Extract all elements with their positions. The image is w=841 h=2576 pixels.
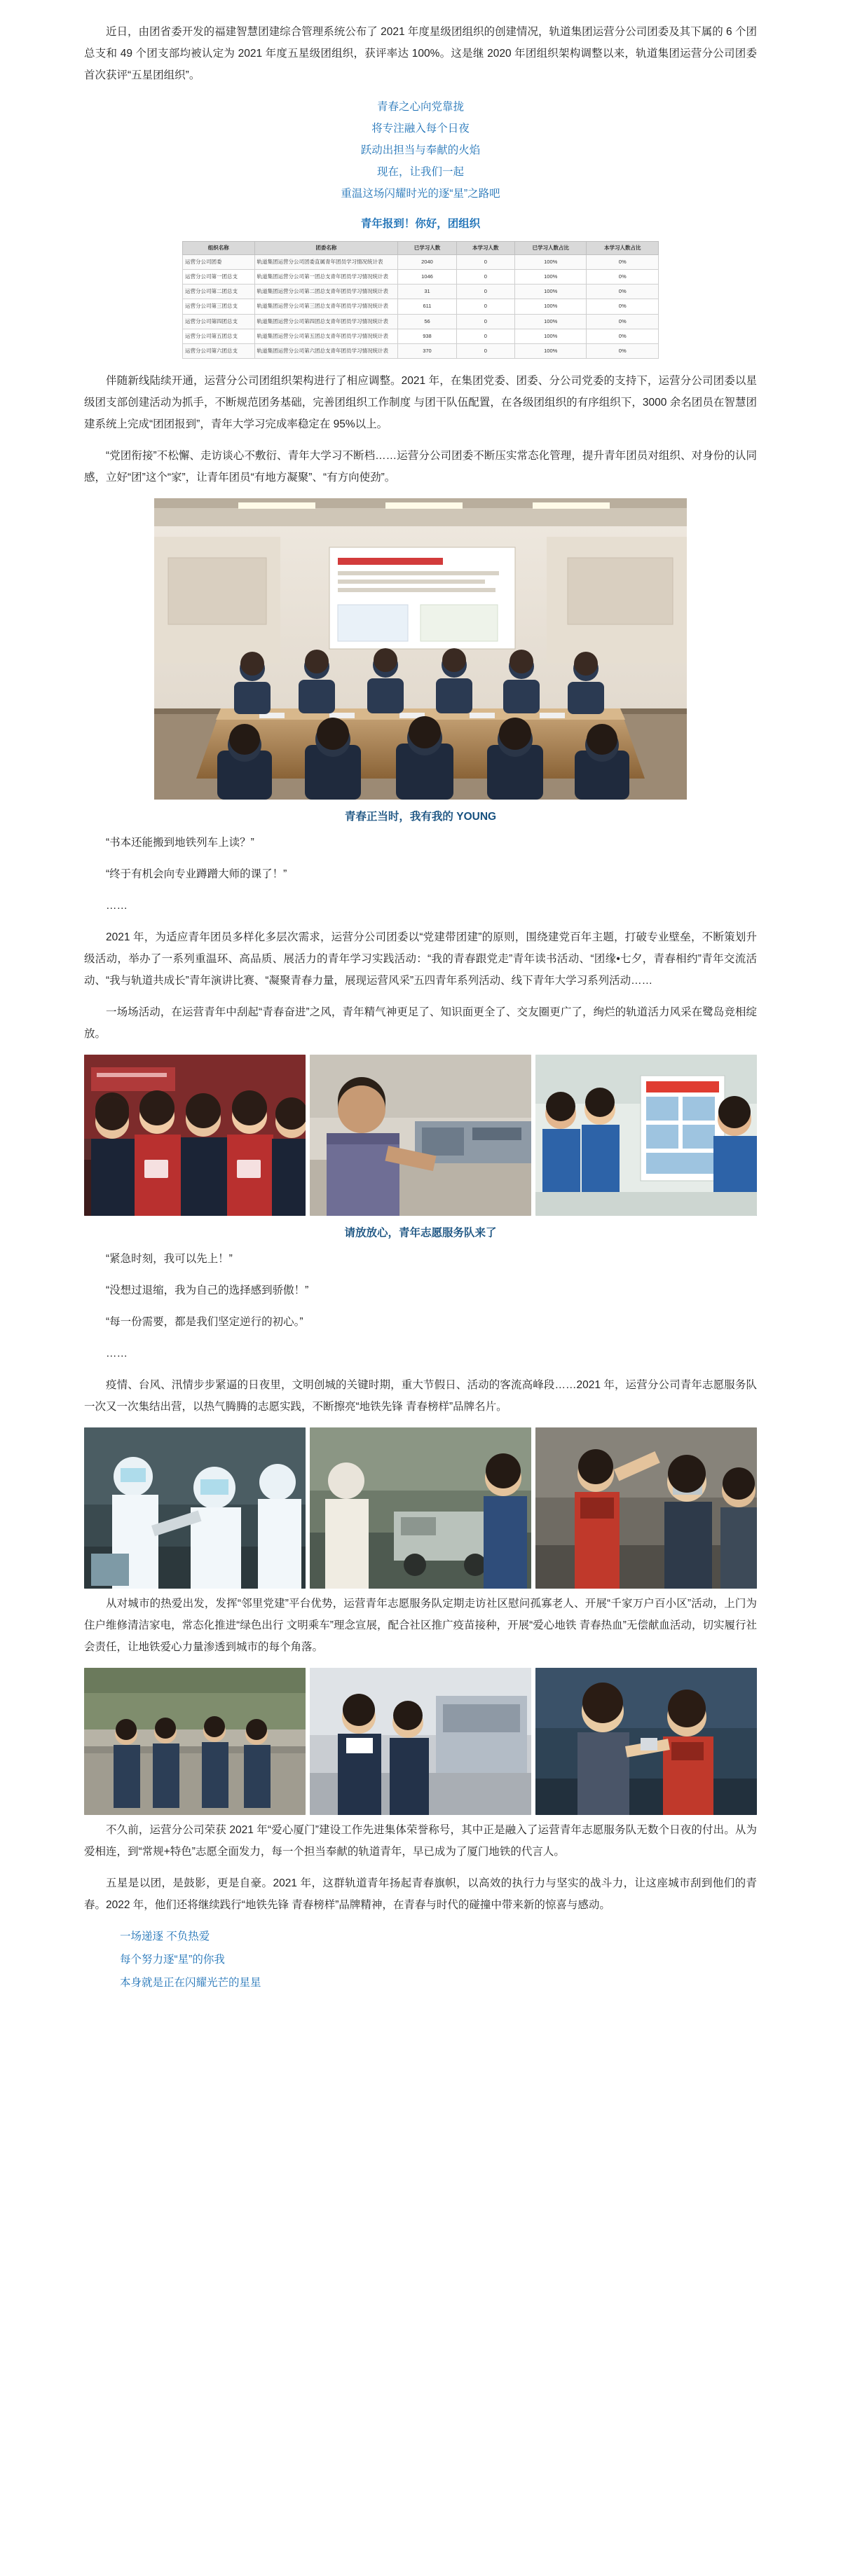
poem-line-2: 将专注融入每个日夜 — [371, 123, 470, 135]
table-cell: 轨道集团运营分公司第五团总支青年团员学习情况统计表 — [254, 329, 398, 343]
photo-disinfection — [84, 1427, 306, 1589]
table-cell: 0% — [587, 255, 659, 270]
table-cell: 938 — [398, 329, 456, 343]
table-cell: 0 — [456, 285, 514, 299]
table-cell: 轨道集团运营分公司第三团总支青年团员学习情况统计表 — [254, 299, 398, 314]
table-row — [183, 299, 659, 314]
table-row — [183, 270, 659, 285]
quote-initial-heart: “每一份需要，都是我们坚定逆行的初心。” — [106, 1315, 303, 1328]
table-cell: 轨道集团运营分公司团委直属青年团员学习情况统计表 — [254, 255, 398, 270]
table-header-row — [183, 241, 659, 254]
photo-station-staff — [310, 1668, 531, 1815]
table-header-cell: 组织名称 — [183, 241, 255, 254]
table-cell: 轨道集团运营分公司第六团总支青年团员学习情况统计表 — [254, 343, 398, 358]
table-cell: 轨道集团运营分公司第一团总支青年团员学习情况统计表 — [254, 270, 398, 285]
caption-volunteer-team: 请放放心，青年志愿服务队来了 — [344, 1226, 497, 1239]
table-header-cell: 已学习人数占比 — [514, 241, 587, 254]
table-cell: 56 — [398, 314, 456, 329]
table-cell: 100% — [514, 285, 587, 299]
quote-course: “终于有机会向专业蹲蹭大师的课了！” — [106, 868, 287, 880]
table-cell: 100% — [514, 255, 587, 270]
table-title: 青年报到！你好，团组织 — [360, 218, 481, 230]
photo-guiding-citizens — [535, 1427, 757, 1589]
table-cell: 2040 — [398, 255, 456, 270]
table-cell: 运营分公司第四团总支 — [183, 314, 255, 329]
paragraph-activities: 2021 年，为适应青年团员多样化多层次需求，运营分公司团委以“党建带团建”的原则，围绕建党百年主题，打破专业壁垒，不断策划升级活动，举办了一系列重温环、高品质、展活力的青年学习实践活动：“我的青春跟党走”青年读书活动、“团缘•七夕，青春相约”青年交流活动、“我与轨道共成长”青年演讲比赛、“凝聚青春力量，展现运营风采”五四青年系列活动、线下青年大学习系列活动…… — [84, 931, 757, 987]
table-cell: 轨道集团运营分公司第四团总支青年团员学习情况统计表 — [254, 314, 398, 329]
table-cell: 0 — [456, 270, 514, 285]
disinfection-illustration — [84, 1427, 306, 1589]
paragraph-community-service: 从对城市的热爱出发，发挥“邻里党建”平台优势，运营青年志愿服务队定期走访社区慰问孤寡老人、开展“千家万户百小区”活动，上门为住户维修清洁家电，常态化推进“绿色出行 文明乘车”理念宣展，配合社区推广疫苗接种，开展“爱心地铁 青春热血”无偿献血活动，切实履行社会责任，让地铁爱心力量渗透到城市的每个角落。 — [84, 1597, 757, 1653]
closing-line-1: 一场递逐 不负热爱 — [120, 1930, 210, 1943]
article-content — [84, 0, 757, 2023]
meeting-room-illustration — [154, 498, 687, 800]
table-cell: 运营分公司团委 — [183, 255, 255, 270]
table-cell: 0% — [587, 299, 659, 314]
table-cell: 0% — [587, 343, 659, 358]
table-cell: 100% — [514, 329, 587, 343]
table-cell: 运营分公司第六团总支 — [183, 343, 255, 358]
paragraph-five-star: 五星是以团，是鼓影，更是自豪。2021 年，这群轨道青年扬起青春旗帜，以高效的执行力与坚实的战斗力，让这座城市刮到他们的青春。2022 年，他们还将继续践行“地铁先锋 青春榜样”品牌精神，在青春与时代的碰撞中带来新的惊喜与感动。 — [84, 1877, 757, 1911]
table-cell: 0 — [456, 329, 514, 343]
table-row — [183, 343, 659, 358]
poem-line-3: 跃动出担当与奉献的火焰 — [360, 144, 481, 156]
quote-proud: “没想过退缩，我为自己的选择感到骄傲！” — [106, 1284, 309, 1296]
paragraph-org-adjust: 伴随新线陆续开通，运营分公司团组织架构进行了相应调整。2021 年，在集团党委、团委、分公司党委的支持下，运营分公司团委以星级团支部创建活动为抓手，不断规范团务基础，完善团组织工作制度 与团干队伍配置，在各级团组织的有序组织下，3000 余名团员在智慧团建系统上完成“团团报到”，青年大学习完成率稳定在 95%以上。 — [84, 374, 757, 430]
measuring-illustration — [535, 1668, 757, 1815]
table-cell: 0% — [587, 314, 659, 329]
paragraph-honor: 不久前，运营分公司荣获 2021 年“爱心厦门”建设工作先进集体荣誉称号，其中正是融入了运营青年志愿服务队无数个日夜的付出。从为爱相连，到“常规+特色”志愿全面发力，每一个担当奉献的轨道青年，早已成为了厦门地铁的代言人。 — [84, 1823, 757, 1858]
closing-line-2: 每个努力逐“星”的你我 — [120, 1953, 225, 1966]
table-cell: 运营分公司第二团总支 — [183, 285, 255, 299]
station-staff-illustration — [310, 1668, 531, 1815]
quote-book: “书本还能搬到地铁列车上读？” — [106, 836, 254, 849]
photo-team-poster — [535, 1055, 757, 1216]
table-cell: 31 — [398, 285, 456, 299]
table-cell: 0% — [587, 270, 659, 285]
closing-line-3: 本身就是正在闪耀光芒的星星 — [120, 1976, 261, 1989]
photo-row-community — [84, 1668, 757, 1815]
paragraph-intro: 近日，由团省委开发的福建智慧团建综合管理系统公布了 2021 年度星级团组织的创建情况，轨道集团运营分公司团委及其下属的 6 个团总支和 49 个团支部均被认定为 2021 年度五星级团组织，获评率达 100%。这是继 2020 年团组织架构调整以来，轨道集团运营分公司团委首次获评“五星团组织”。 — [84, 26, 757, 81]
table-cell: 运营分公司第五团总支 — [183, 329, 255, 343]
table-cell: 0 — [456, 299, 514, 314]
paragraph-volunteer-service: 疫情、台风、汛情步步紧逼的日夜里，文明创城的关键时期，重大节假日、活动的客流高峰段……2021 年，运营分公司青年志愿服务队一次又一次集结出营，以热气腾腾的志愿实践，不断擦亮“地铁先锋 青春榜样”品牌名片。 — [84, 1378, 757, 1413]
poster-team-illustration — [535, 1055, 757, 1216]
table-cell: 轨道集团运营分公司第二团总支青年团员学习情况统计表 — [254, 285, 398, 299]
table-header-cell: 本学习人数 — [456, 241, 514, 254]
table-cell: 1046 — [398, 270, 456, 285]
ellipsis-2: …… — [106, 1347, 128, 1359]
photo-group-uniform — [84, 1055, 306, 1216]
photo-row-volunteers — [84, 1055, 757, 1216]
table-row — [183, 255, 659, 270]
table-header-cell: 已学习人数 — [398, 241, 456, 254]
group-photo-illustration — [84, 1055, 306, 1216]
poem-line-5: 重温这场闪耀时光的逐“星”之路吧 — [341, 188, 500, 200]
photo-row-epidemic — [84, 1427, 757, 1589]
poem-line-1: 青春之心向党靠拢 — [376, 101, 464, 113]
poem-block — [84, 96, 757, 205]
quote-emergency: “紧急时刻，我可以先上！” — [106, 1252, 233, 1265]
table-cell: 100% — [514, 270, 587, 285]
table-cell: 0 — [456, 343, 514, 358]
ellipsis-1: …… — [106, 899, 128, 912]
supplies-illustration — [310, 1427, 531, 1589]
table-row — [183, 285, 659, 299]
table-header-cell: 团委名称 — [254, 241, 398, 254]
table-cell: 运营分公司第三团总支 — [183, 299, 255, 314]
guiding-illustration — [535, 1427, 757, 1589]
table-cell: 0% — [587, 285, 659, 299]
poem-line-4: 现在，让我们一起 — [376, 166, 464, 178]
engineer-illustration — [310, 1055, 531, 1216]
table-row — [183, 329, 659, 343]
table-wrapper — [84, 241, 757, 359]
paragraph-party-link: “党团衔接”不松懈、走访谈心不敷衍、青年大学习不断档……运营分公司团委不断压实常态化管理，提升青年团员对组织、对身份的认同感，立好“团”这个“家”，让青年团员“有地方凝聚”、“有方向使劲”。 — [84, 449, 757, 484]
table-row — [183, 314, 659, 329]
caption-youth: 青春正当时，我有我的 YOUNG — [344, 810, 497, 823]
table-cell: 100% — [514, 314, 587, 329]
study-statistics-table — [182, 241, 659, 359]
table-cell: 0 — [456, 314, 514, 329]
table-header-cell: 本学习人数占比 — [587, 241, 659, 254]
table-cell: 611 — [398, 299, 456, 314]
paragraph-spirit: 一场场活动，在运营青年中刮起“青春奋进”之风，青年精气神更足了、知识面更全了、交友圈更广了，绚烂的轨道活力风采在鹭岛竞相绽放。 — [84, 1006, 757, 1040]
photo-community-visit — [84, 1668, 306, 1815]
photo-engineer-equipment — [310, 1055, 531, 1216]
table-cell: 100% — [514, 343, 587, 358]
table-cell: 0% — [587, 329, 659, 343]
table-cell: 100% — [514, 299, 587, 314]
community-visit-illustration — [84, 1668, 306, 1815]
photo-meeting-room — [154, 498, 687, 800]
photo-volunteer-measuring — [535, 1668, 757, 1815]
photo-moving-supplies — [310, 1427, 531, 1589]
table-cell: 0 — [456, 255, 514, 270]
table-cell: 运营分公司第一团总支 — [183, 270, 255, 285]
table-cell: 370 — [398, 343, 456, 358]
